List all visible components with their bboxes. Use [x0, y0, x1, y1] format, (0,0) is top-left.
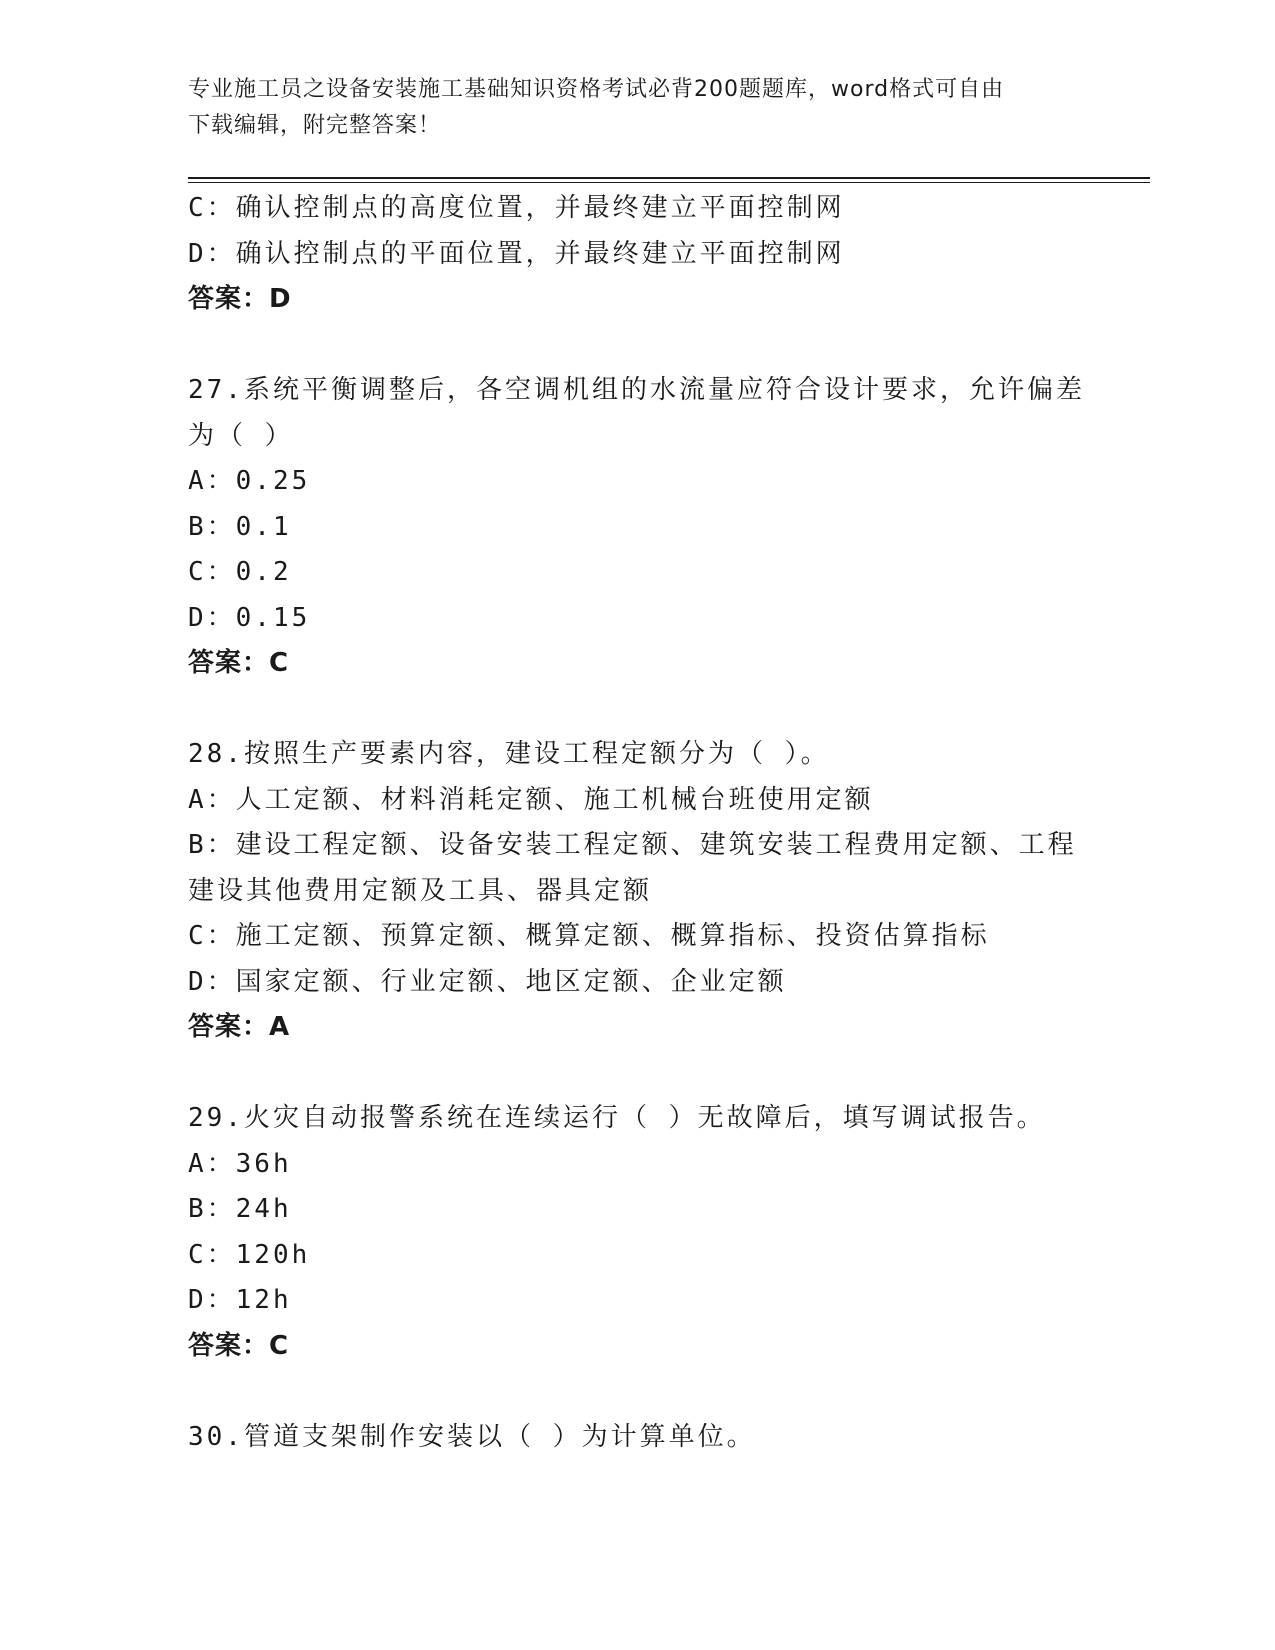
answer: 答案：D	[188, 284, 292, 314]
option-c: C：确认控制点的高度位置，并最终建立平面控制网	[188, 193, 845, 223]
spacer	[188, 687, 1088, 733]
header-line-1: 专业施工员之设备安装施工基础知识资格考试必背200题题库，word格式可自由	[188, 77, 1005, 102]
option-b: B：0.1	[188, 511, 292, 542]
header-divider-thin	[188, 182, 1150, 183]
spacer	[188, 1369, 1088, 1415]
question-27	[188, 368, 1088, 687]
answer: 答案：C	[188, 648, 290, 678]
question-list	[188, 186, 1088, 1460]
option-d: D：确认控制点的平面位置，并最终建立平面控制网	[188, 238, 845, 269]
answer: 答案：C	[188, 1330, 290, 1361]
spacer	[188, 1051, 1088, 1097]
option-d: D：12h	[188, 1285, 292, 1315]
question-stem: 27.系统平衡调整后，各空调机组的水流量应符合设计要求，允许偏差	[188, 375, 1085, 405]
option-d: D：国家定额、行业定额、地区定额、企业定额	[188, 966, 787, 997]
option-c: C：施工定额、预算定额、概算定额、概算指标、投资估算指标	[188, 921, 990, 951]
document-header	[188, 72, 1078, 144]
option-d: D：0.15	[188, 602, 311, 633]
option-a: A：人工定额、材料消耗定额、施工机械台班使用定额	[188, 784, 874, 815]
question-26-tail	[188, 186, 1088, 323]
question-30	[188, 1415, 1088, 1461]
question-stem: 28.按照生产要素内容，建设工程定额分为（ ）。	[188, 739, 830, 769]
question-28	[188, 732, 1088, 1051]
option-c: C：0.2	[188, 557, 292, 587]
option-c: C：120h	[188, 1239, 311, 1270]
header-line-2: 下载编辑，附完整答案！	[188, 113, 442, 138]
header-divider-thick	[188, 177, 1150, 179]
question-stem: 29.火灾自动报警系统在连续运行（ ）无故障后，填写调试报告。	[188, 1103, 1046, 1133]
spacer	[188, 323, 1088, 369]
answer: 答案：A	[188, 1012, 291, 1042]
option-b: B：建设工程定额、设备安装工程定额、建筑安装工程费用定额、工程	[188, 830, 1077, 860]
option-a: A：36h	[188, 1148, 292, 1179]
question-stem: 30.管道支架制作安装以（ ）为计算单位。	[188, 1421, 756, 1452]
question-29	[188, 1096, 1088, 1369]
question-stem-continued: 为（ ）	[188, 420, 294, 451]
option-b-continued: 建设其他费用定额及工具、器具定额	[188, 875, 653, 906]
option-b: B：24h	[188, 1194, 292, 1224]
option-a: A：0.25	[188, 466, 311, 496]
